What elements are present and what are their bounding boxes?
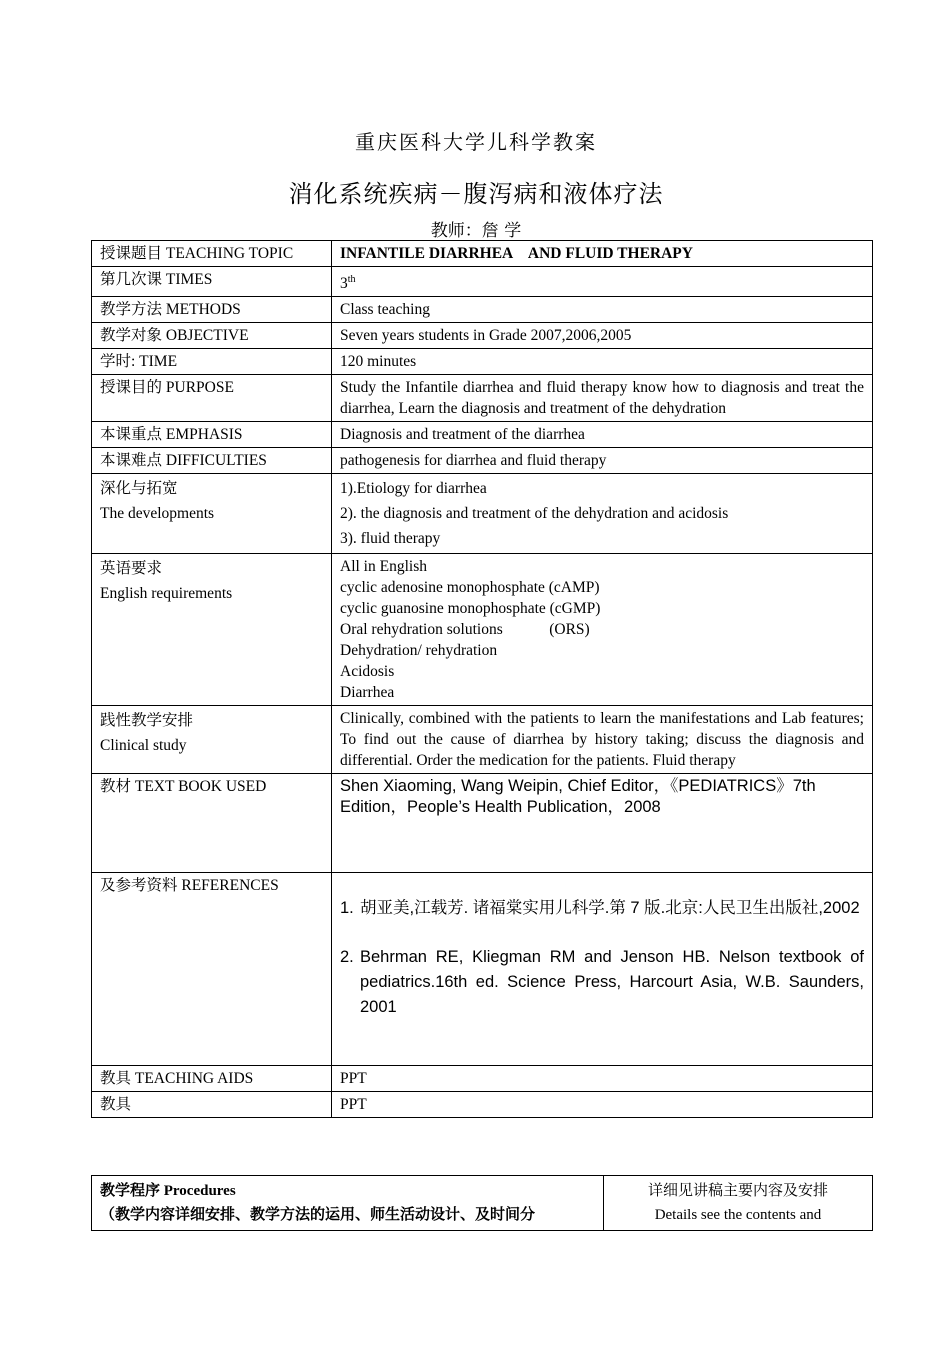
english-label-en: English requirements	[100, 585, 233, 603]
row-time	[92, 349, 873, 375]
row-objective	[92, 323, 873, 349]
row-aids-2	[92, 1092, 873, 1118]
english-label	[92, 554, 332, 706]
teacher-line: 教师：詹 学	[430, 221, 522, 241]
university-title: 重庆医科大学儿科学教案	[355, 130, 597, 154]
difficulties-value: pathogenesis for diarrhea and fluid therapy	[332, 448, 873, 474]
aids2-value: PPT	[332, 1092, 873, 1118]
textbook-label: 教材 TEXT BOOK USED	[92, 774, 332, 873]
references-label: 及参考资料 REFERENCES	[92, 873, 332, 1066]
topic-value: INFANTILE DIARRHEA AND FLUID THERAPY	[332, 241, 873, 267]
time-label: 学时: TIME	[92, 349, 332, 375]
reference-item	[340, 883, 864, 933]
textbook-value: Shen Xiaoming, Wang Weipin, Chief Editor，《PEDIATRICS》7th Edition，People’s Health Publication，2008	[332, 774, 873, 873]
methods-value: Class teaching	[332, 297, 873, 323]
times-cell	[332, 267, 873, 297]
row-textbook	[92, 774, 873, 873]
clinical-label-cn: 践性教学安排	[100, 712, 194, 730]
procedures-row	[92, 1176, 873, 1231]
row-clinical	[92, 706, 873, 774]
reference-item	[340, 945, 864, 1020]
developments-item: 2). the diagnosis and treatment of the dehydration and acidosis	[340, 505, 729, 523]
english-item: cyclic guanosine monophosphate (cGMP)	[340, 600, 601, 618]
reference-text: 胡亚美,江载芳. 诸福棠实用儿科学.第 7 版.北京:人民卫生出版社,2002	[360, 899, 860, 918]
developments-item: 3). fluid therapy	[340, 530, 441, 548]
row-emphasis	[92, 422, 873, 448]
procedures-note-en: Details see the contents and	[654, 1207, 822, 1223]
row-purpose	[92, 375, 873, 422]
lesson-title: 消化系统疾病－腹泻病和液体疗法	[288, 180, 664, 208]
times-value: 3	[340, 275, 348, 293]
procedures-table	[91, 1175, 873, 1231]
clinical-label	[92, 706, 332, 774]
english-list	[332, 554, 873, 706]
objective-label: 教学对象 OBJECTIVE	[92, 323, 332, 349]
english-item: cyclic adenosine monophosphate (cAMP)	[340, 579, 600, 597]
times-sup: th	[347, 274, 356, 285]
developments-label	[92, 474, 332, 554]
time-value: 120 minutes	[332, 349, 873, 375]
procedures-right	[604, 1176, 873, 1231]
purpose-value: Study the Infantile diarrhea and fluid therapy know how to diagnosis and treat the diarrhea, Learn the diagnosis and treatment of the dehydration	[332, 375, 873, 422]
purpose-label: 授课目的 PURPOSE	[92, 375, 332, 422]
row-english	[92, 554, 873, 706]
topic-label: 授课题目 TEACHING TOPIC	[92, 241, 332, 267]
procedures-note-cn: 详细见讲稿主要内容及安排	[647, 1183, 828, 1199]
english-item: All in English	[340, 558, 427, 576]
clinical-value: Clinically, combined with the patients to learn the manifestations and Lab features; To find out the cause of diarrhea by history taking; discuss the diagnosis and differential. Order the medication for the patients. Fluid therapy	[332, 706, 873, 774]
times-label: 第几次课 TIMES	[92, 267, 332, 297]
reference-number: 1.	[340, 899, 354, 918]
row-references	[92, 873, 873, 1066]
row-times	[92, 267, 873, 297]
procedures-subtitle: （教学内容详细安排、教学方法的运用、师生活动设计、及时间分	[100, 1207, 536, 1223]
emphasis-label: 本课重点 EMPHASIS	[92, 422, 332, 448]
aids-value: PPT	[332, 1066, 873, 1092]
developments-item: 1).Etiology for diarrhea	[340, 480, 487, 498]
clinical-label-en: Clinical study	[100, 737, 187, 755]
english-item: Dehydration/ rehydration	[340, 642, 498, 660]
procedures-title: 教学程序 Procedures	[100, 1183, 236, 1199]
references-list	[332, 873, 873, 1066]
objective-value: Seven years students in Grade 2007,2006,2005	[332, 323, 873, 349]
difficulties-label: 本课难点 DIFFICULTIES	[92, 448, 332, 474]
row-difficulties	[92, 448, 873, 474]
aids-label: 教具 TEACHING AIDS	[92, 1066, 332, 1092]
developments-label-en: The developments	[100, 505, 215, 523]
developments-label-cn: 深化与拓宽	[100, 480, 178, 498]
procedures-left	[92, 1176, 604, 1231]
lesson-plan-table	[91, 240, 873, 1118]
english-item: Diarrhea	[340, 684, 395, 702]
row-methods	[92, 297, 873, 323]
english-item: Oral rehydration solutions (ORS)	[340, 621, 590, 639]
reference-number: 2.	[340, 948, 354, 967]
row-topic	[92, 241, 873, 267]
row-developments	[92, 474, 873, 554]
row-aids	[92, 1066, 873, 1092]
reference-text: Behrman RE, Kliegman RM and Jenson HB. Nelson textbook of pediatrics.16th ed. Science Press, Harcourt Asia, W.B. Saunders, 2001	[360, 948, 864, 1017]
emphasis-value: Diagnosis and treatment of the diarrhea	[332, 422, 873, 448]
methods-label: 教学方法 METHODS	[92, 297, 332, 323]
developments-list	[332, 474, 873, 554]
english-label-cn: 英语要求	[100, 560, 163, 578]
english-item: Acidosis	[340, 663, 395, 681]
aids2-label: 教具	[92, 1092, 332, 1118]
